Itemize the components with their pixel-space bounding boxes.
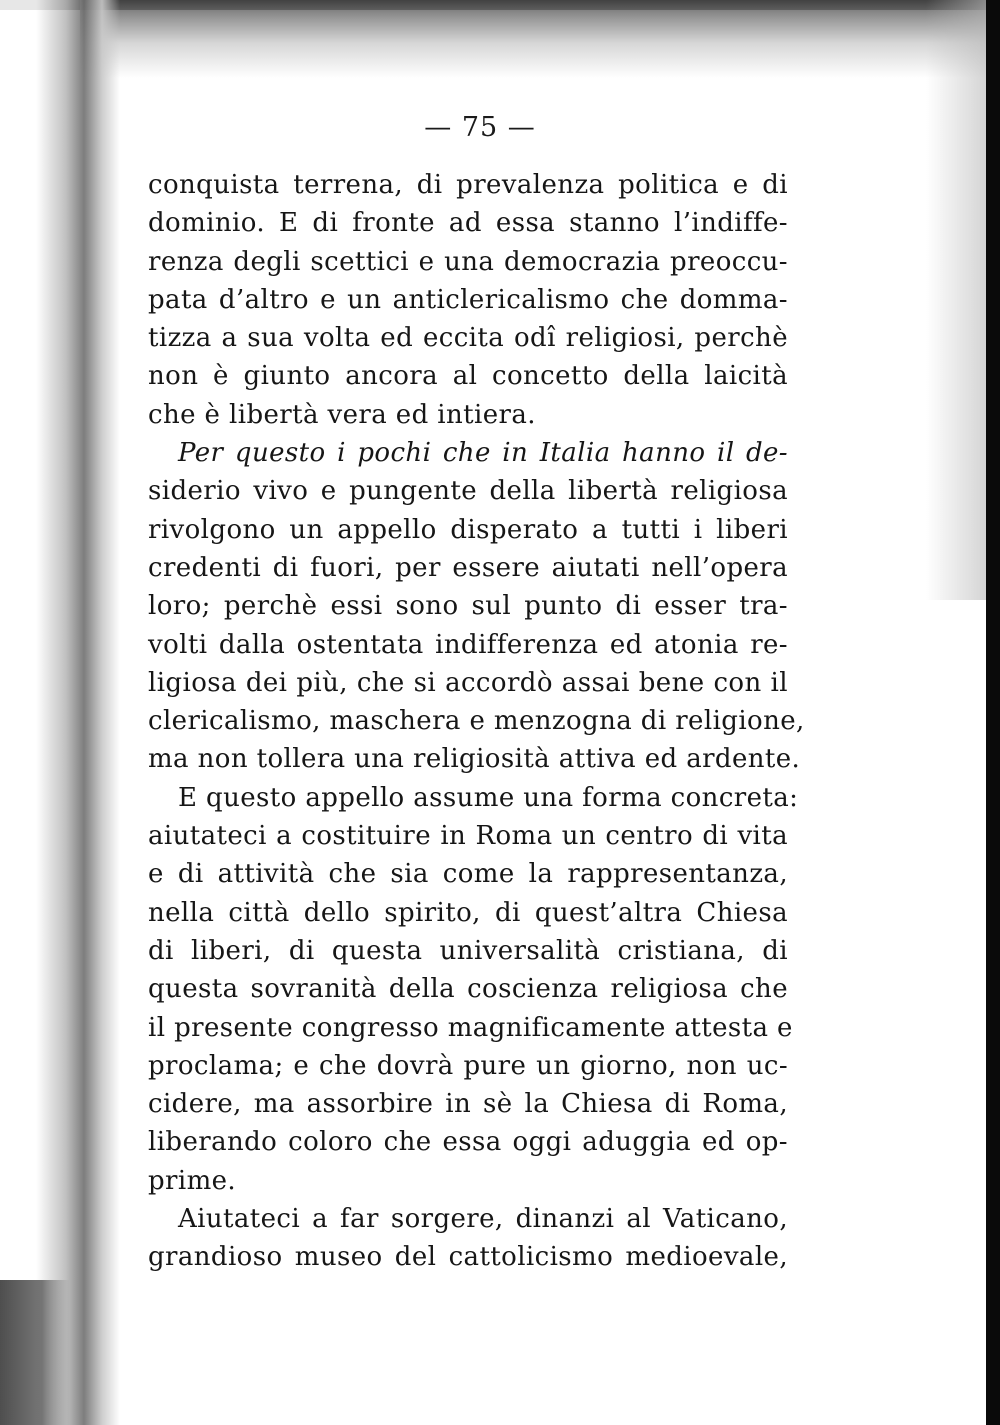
scan-binding-shadow	[0, 0, 120, 1425]
text-line: grandioso museo del cattolicismo medioevale,	[148, 1242, 788, 1273]
text-line: di liberi, di questa universalità cristiana, di	[148, 935, 788, 966]
text-line: loro; perchè essi sono sul punto di esser tra-	[148, 591, 788, 622]
text-line: aiutateci a costituire in Roma un centro di vita	[148, 821, 788, 852]
text-line: clericalismo, maschera e menzogna di religione,	[148, 706, 805, 737]
text-line: siderio vivo e pungente della libertà religiosa	[148, 476, 788, 507]
scan-top-shadow	[80, 0, 1000, 78]
text-line: ma non tollera una religiosità attiva ed ardente.	[148, 744, 801, 775]
scan-corner-shadow	[0, 1280, 70, 1425]
text-line: e di attività che sia come la rappresentanza,	[148, 859, 788, 890]
text-line: liberando coloro che essa oggi aduggia ed op-	[148, 1127, 788, 1158]
scan-right-shadow	[926, 0, 986, 600]
text-line: credenti di fuori, per essere aiutati nell’opera	[148, 552, 788, 583]
text-line: proclama; e che dovrà pure un giorno, non uc-	[148, 1050, 788, 1081]
text-line: che è libertà vera ed intiera.	[148, 399, 536, 430]
text-line: il presente congresso magnificamente attesta e	[148, 1012, 793, 1043]
text-line: ligiosa dei più, che si accordò assai bene con il	[148, 667, 788, 698]
text-line: volti dalla ostentata indifferenza ed atonia re-	[148, 629, 788, 660]
text-line: Per questo i pochi che in Italia hanno il de-	[178, 438, 788, 469]
text-line: pata d’altro e un anticlericalismo che domma-	[148, 284, 788, 315]
text-line: E questo appello assume una forma concreta:	[178, 782, 799, 813]
text-line: dominio. E di fronte ad essa stanno l’indiffe-	[148, 208, 788, 239]
text-line: tizza a sua volta ed eccita odî religiosi, perchè	[148, 323, 788, 354]
text-line: cidere, ma assorbire in sè la Chiesa di Roma,	[148, 1089, 788, 1120]
text-line: conquista terrena, di prevalenza politica e di	[148, 170, 788, 200]
text-line: questa sovranità della coscienza religiosa che	[148, 974, 788, 1005]
text-line: rivolgono un appello disperato a tutti i liberi	[148, 514, 788, 545]
text-line: prime.	[148, 1165, 237, 1196]
text-line: Aiutateci a far sorgere, dinanzi al Vaticano,	[178, 1204, 788, 1235]
text-line: nella città dello spirito, di quest’altra Chiesa	[148, 897, 788, 928]
page-number: — 75 —	[424, 112, 536, 143]
scan-right-edge	[986, 0, 1000, 1425]
body-text	[148, 166, 805, 1277]
text-line: renza degli scettici e una democrazia preoccu-	[148, 246, 788, 277]
text-line: non è giunto ancora al concetto della laicità	[148, 361, 788, 392]
